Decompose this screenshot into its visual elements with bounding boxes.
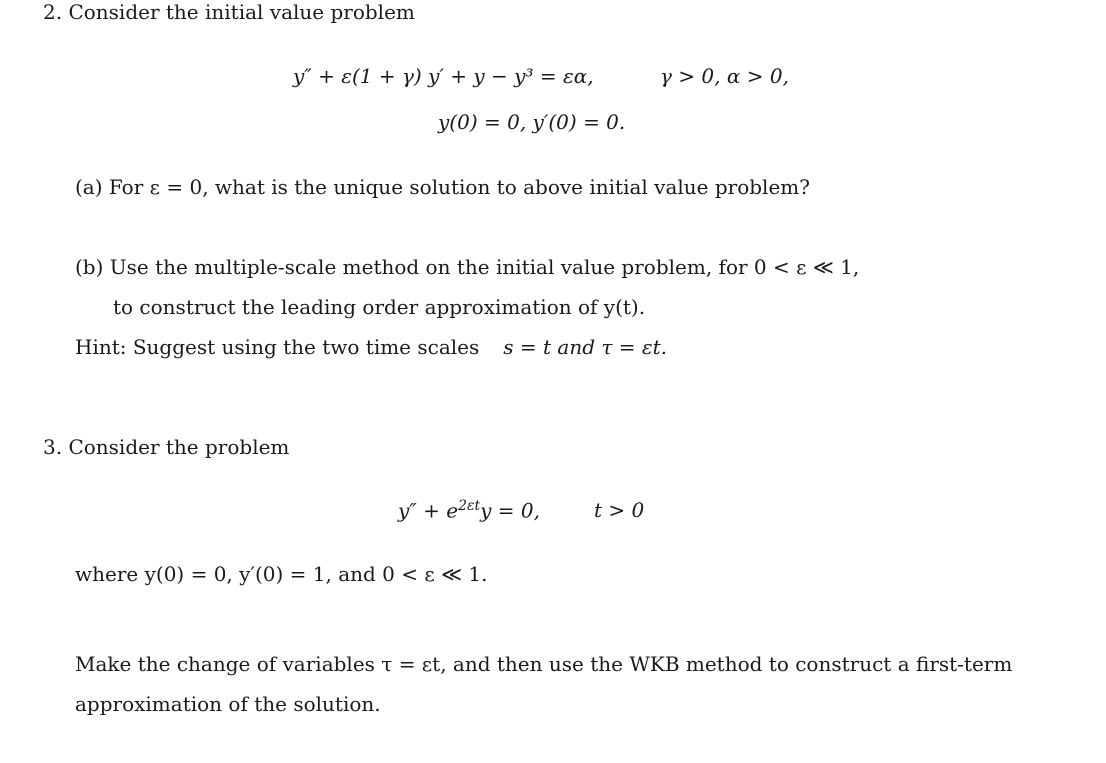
equation-lhs: y″ + e <box>398 498 459 523</box>
problem-2-initial-conditions: y(0) = 0, y′(0) = 0. <box>438 110 626 134</box>
problem-3-equation <box>398 498 540 523</box>
problem-3-condition: t > 0 <box>594 498 645 522</box>
problem-3-where-line: where y(0) = 0, y′(0) = 1, and 0 < ε ≪ 1. <box>75 562 488 586</box>
problem-2-part-b-line-1: (b) Use the multiple-scale method on the initial value problem, for 0 < ε ≪ 1, <box>75 255 860 279</box>
hint-time-scales: s = t and τ = εt. <box>503 335 668 359</box>
problem-2-parameter-conditions: γ > 0, α > 0, <box>660 64 789 88</box>
problem-2-heading: 2. Consider the initial value problem <box>43 0 415 24</box>
hint-text: Hint: Suggest using the two time scales <box>75 335 480 359</box>
problem-3-instruction-line-1: Make the change of variables τ = εt, and then use the WKB method to construct a first-term <box>75 652 1013 676</box>
equation-rhs: y = 0, <box>480 498 540 523</box>
problem-2-hint <box>75 335 667 359</box>
problem-2-equation: y″ + ε(1 + γ) y′ + y − y³ = εα, <box>293 64 594 88</box>
equation-exponent: 2εt <box>458 498 481 514</box>
problem-2-part-b-line-2: to construct the leading order approximation of y(t). <box>113 295 646 319</box>
problem-2-part-a: (a) For ε = 0, what is the unique solution to above initial value problem? <box>75 175 810 199</box>
problem-3-heading: 3. Consider the problem <box>43 435 290 459</box>
problem-3-instruction-line-2: approximation of the solution. <box>75 692 381 716</box>
